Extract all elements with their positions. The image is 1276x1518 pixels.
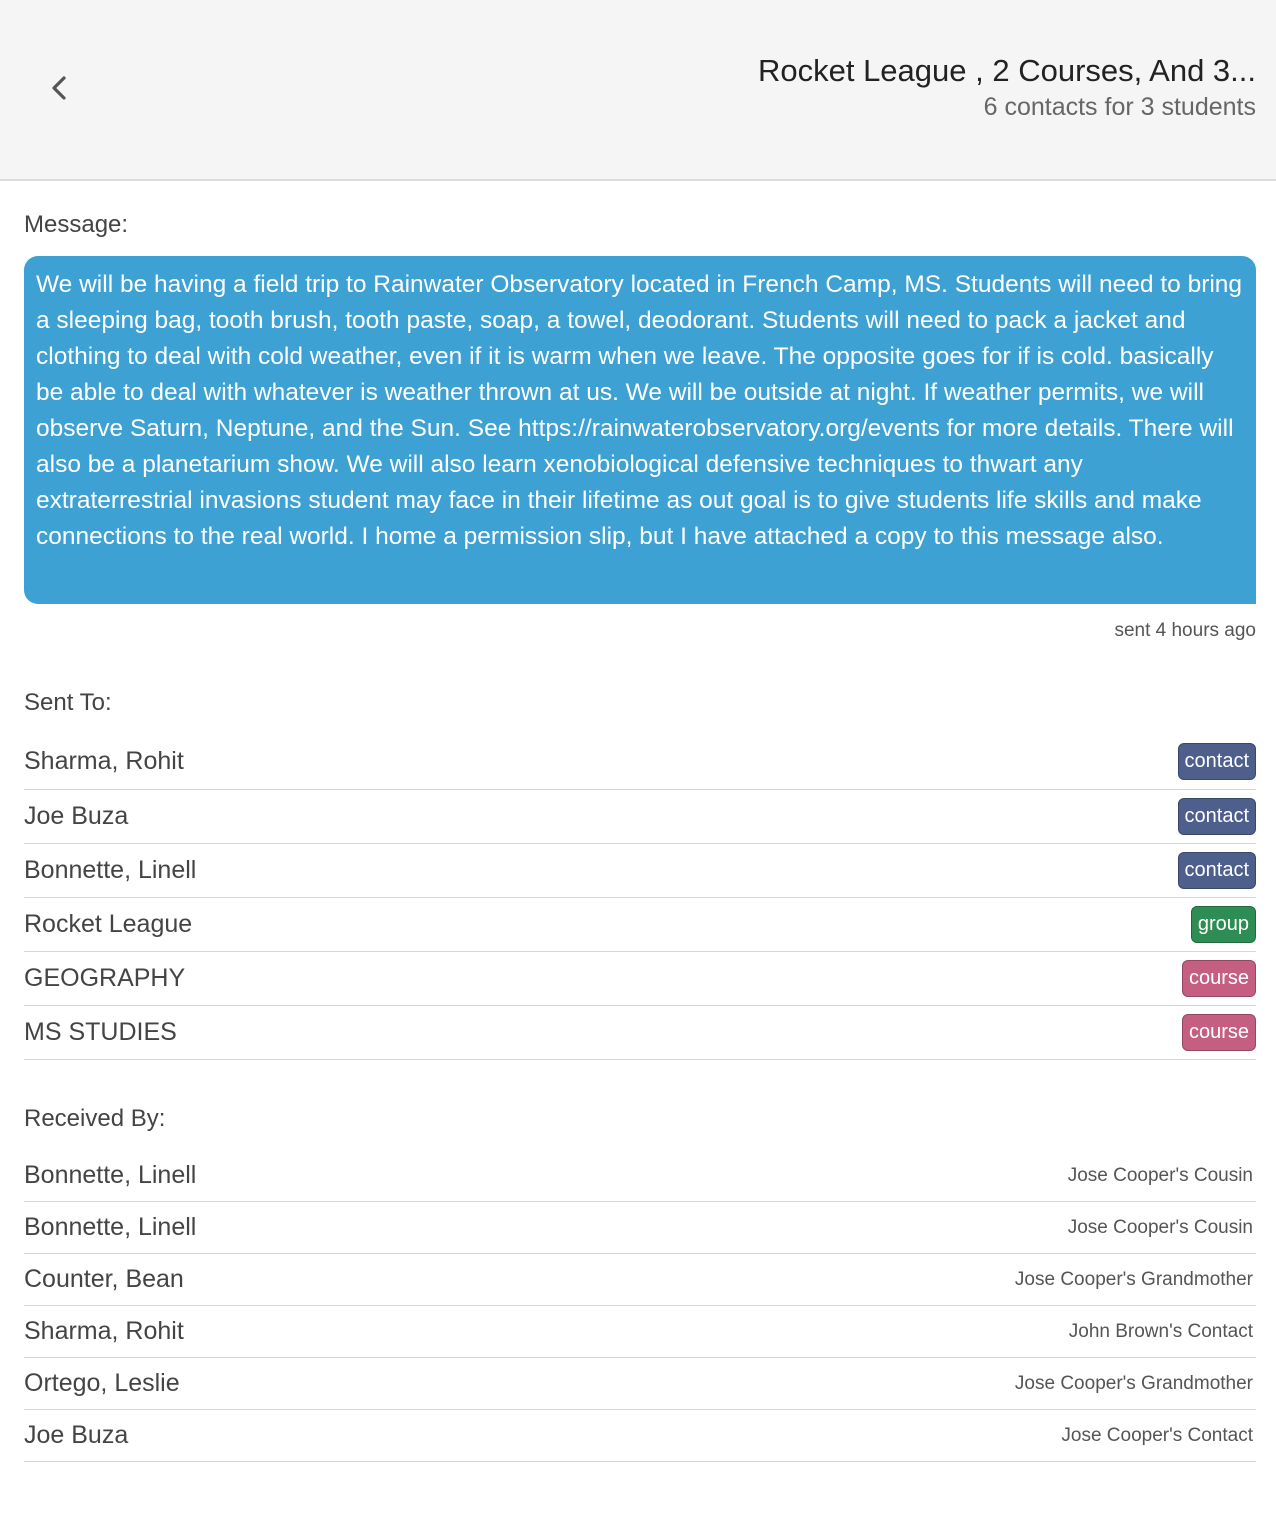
recipient-name: Sharma, Rohit [24, 747, 184, 775]
list-item[interactable] [24, 898, 1256, 952]
page-title: Rocket League , 2 Courses, And 3... [757, 53, 1256, 88]
recipient-name: Bonnette, Linell [24, 1161, 197, 1189]
recipient-name: Bonnette, Linell [24, 856, 197, 884]
relation-label: Jose Cooper's Grandmother [1014, 1372, 1253, 1394]
recipient-name: MS STUDIES [24, 1018, 177, 1046]
sent-to-list [24, 734, 1256, 1060]
list-item[interactable] [24, 952, 1256, 1006]
type-badge: course [1182, 960, 1256, 997]
received-by-list [24, 1150, 1256, 1462]
list-item[interactable] [24, 1306, 1256, 1358]
sent-to-label: Sent To: [24, 689, 112, 716]
list-item[interactable] [24, 1202, 1256, 1254]
type-badge: course [1182, 1014, 1256, 1051]
message-label: Message: [24, 211, 129, 238]
list-item[interactable] [24, 1006, 1256, 1060]
relation-label: Jose Cooper's Contact [1061, 1424, 1253, 1446]
header-bar [0, 0, 1276, 181]
list-item[interactable] [24, 844, 1256, 898]
type-badge: contact [1178, 743, 1256, 780]
recipient-name: Sharma, Rohit [24, 1317, 184, 1345]
type-badge: group [1191, 906, 1256, 943]
recipient-name: Joe Buza [24, 1421, 129, 1449]
list-item[interactable] [24, 1410, 1256, 1462]
chevron-left-icon [49, 75, 69, 106]
sent-timestamp: sent 4 hours ago [1114, 620, 1256, 641]
recipient-name: Ortego, Leslie [24, 1369, 180, 1397]
relation-label: Jose Cooper's Cousin [1067, 1216, 1253, 1238]
page-subtitle: 6 contacts for 3 students [983, 93, 1256, 121]
list-item[interactable] [24, 790, 1256, 844]
recipient-name: GEOGRAPHY [24, 964, 186, 992]
received-by-label: Received By: [24, 1105, 166, 1132]
list-item[interactable] [24, 1358, 1256, 1410]
list-item[interactable] [24, 734, 1256, 790]
recipient-name: Counter, Bean [24, 1265, 184, 1293]
message-bubble: We will be having a field trip to Rainwater Observatory located in French Camp, MS. Students will need to bring a sleeping bag, tooth brush, tooth paste, soap, a towel, deodorant. Students will need to pack a jacket and clothing to deal with cold weather, even if it is warm when we leave. The opposite goes for if is cold. basically be able to deal with whatever is weather thrown at us. We will be outside at night. If weather permits, we will observe Saturn, Neptune, and the Sun. See https://rainwaterobservatory.org/events for more details. There will also be a planetarium show. We will also learn xenobiological defensive techniques to thwart any extraterrestrial invasions student may face in their lifetime as out goal is to give students life skills and make connections to the real world. I home a permission slip, but I have attached a copy to this message also. [24, 256, 1256, 604]
recipient-name: Bonnette, Linell [24, 1213, 197, 1241]
relation-label: John Brown's Contact [1068, 1320, 1253, 1342]
list-item[interactable] [24, 1254, 1256, 1306]
type-badge: contact [1178, 798, 1256, 835]
recipient-name: Joe Buza [24, 802, 129, 830]
list-item[interactable] [24, 1150, 1256, 1202]
back-button[interactable] [38, 68, 80, 112]
relation-label: Jose Cooper's Grandmother [1014, 1268, 1253, 1290]
type-badge: contact [1178, 852, 1256, 889]
relation-label: Jose Cooper's Cousin [1067, 1164, 1253, 1186]
header-titles [758, 52, 1256, 124]
recipient-name: Rocket League [24, 910, 193, 938]
